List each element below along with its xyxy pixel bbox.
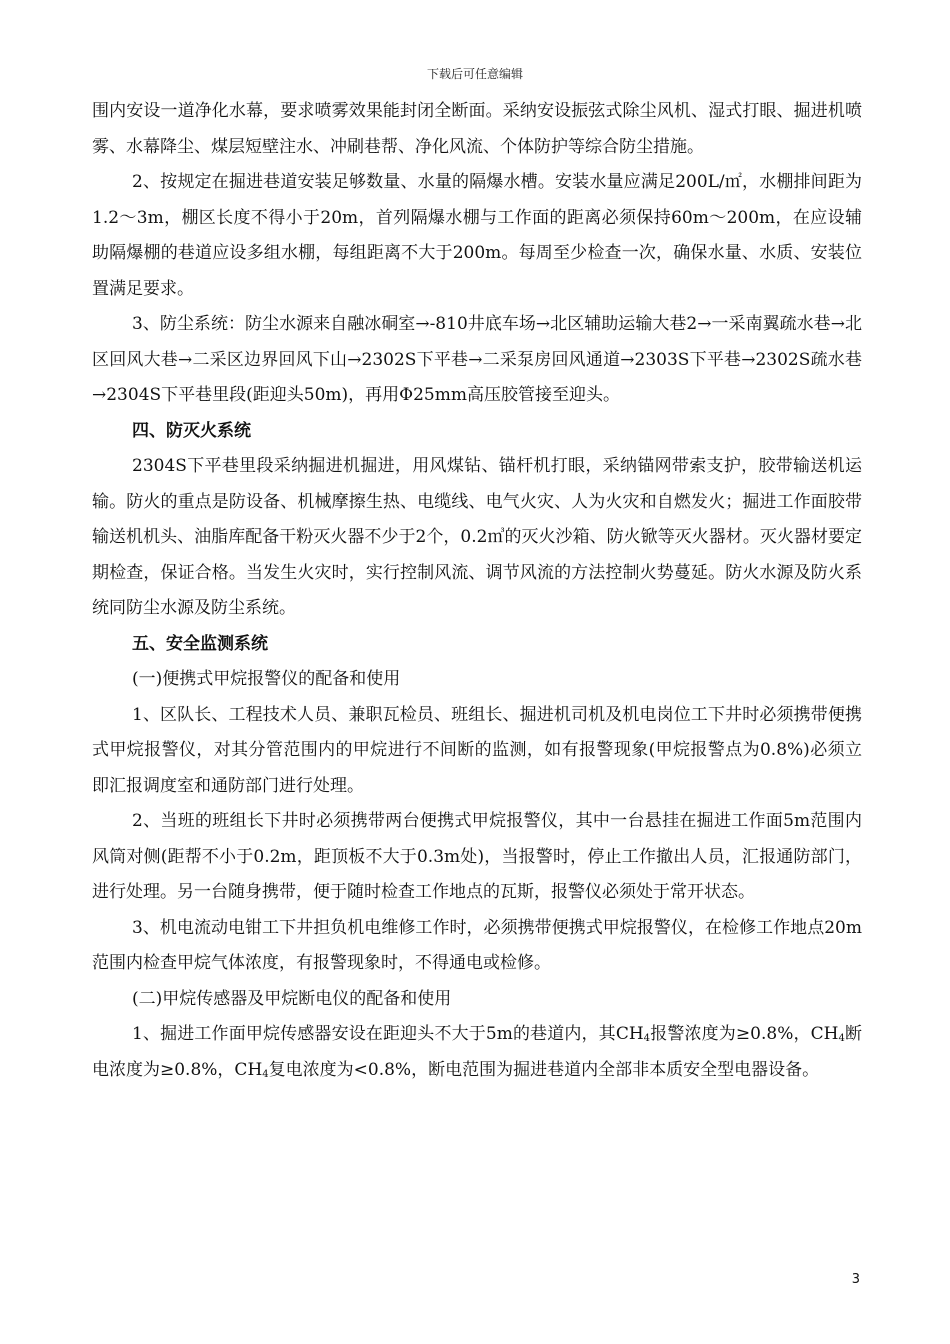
- document-body: [92, 94, 862, 1088]
- text-run: 报警浓度为≥0.8%，CH: [650, 1024, 839, 1044]
- page-header: 下载后可任意编辑: [426, 67, 523, 81]
- text-run: 复电浓度为<0.8%，断电范围为掘进巷道内全部非本质安全型电器设备。: [268, 1059, 820, 1080]
- text-run: 1、掘进工作面甲烷传感器安设在距迎头不大于5m的巷道内，其CH: [132, 1024, 644, 1044]
- section-heading: 四、防灭火系统: [132, 420, 251, 441]
- section-heading: 五、安全监测系统: [132, 633, 268, 654]
- paragraph: 2、当班的班组长下井时必须携带两台便携式甲烷报警仪，其中一台悬挂在掘进工作面5m范围内风筒对侧(距帮不小于0.2m，距顶板不大于0.3m处)，当报警时，停止工作撤出人员，汇报通防部门，进行处理。另一台随身携带，便于随时检查工作地点的瓦斯，报警仪必须处于常开状态。: [92, 811, 862, 902]
- subscript: 4: [643, 1033, 651, 1044]
- paragraph: 3、机电流动电钳工下井担负机电维修工作时，必须携带便携式甲烷报警仪，在检修工作地点20m范围内检查甲烷气体浓度，有报警现象时，不得通电或检修。: [92, 917, 862, 973]
- paragraph: [92, 1017, 862, 1088]
- paragraph: 1、区队长、工程技术人员、兼职瓦检员、班组长、掘进机司机及机电岗位工下井时必须携带便携式甲烷报警仪，对其分管范围内的甲烷进行不间断的监测，如有报警现象(甲烷报警点为0.8%)必须立即汇报调度室和通防部门进行处理。: [92, 704, 862, 796]
- page-number: 3: [851, 1272, 860, 1287]
- paragraph: 围内安设一道净化水幕，要求喷雾效果能封闭全断面。采纳安设振弦式除尘风机、湿式打眼、掘进机喷雾、水幕降尘、煤层短壁注水、冲刷巷帮、净化风流、个体防护等综合防尘措施。: [92, 101, 862, 157]
- subsection-heading: (一)便携式甲烷报警仪的配备和使用: [132, 669, 401, 689]
- subsection-heading: (二)甲烷传感器及甲烷断电仪的配备和使用: [132, 988, 452, 1009]
- paragraph: 2304S下平巷里段采纳掘进机掘进，用风煤钻、锚杆机打眼，采纳锚网带索支护，胶带输送机运输。防火的重点是防设备、机械摩擦生热、电缆线、电气火灾、人为火灾和自燃发火；掘进工作面胶带输送机机头、油脂库配备干粉灭火器不少于2个，0.2㎥的灭火沙箱、防火锨等灭火器材。灭火器材要定期检查，保证合格。当发生火灾时，实行控制风流、调节风流的方法控制火势蔓延。防火水源及防火系统同防尘水源及防尘系统。: [92, 456, 862, 618]
- text-run: 断电浓度为≥0.8%，CH: [92, 1024, 863, 1080]
- paragraph: 3、防尘系统：防尘水源来自融冰硐室→-810井底车场→北区辅助运输大巷2→一采南翼疏水巷→北区回风大巷→二采区边界回风下山→2302S下平巷→二采泵房回风通道→2303S下平巷→2302S疏水巷→2304S下平巷里段(距迎头50m)，再用Φ25mm高压胶管接至迎头。: [92, 314, 862, 405]
- paragraph: 2、按规定在掘进巷道安装足够数量、水量的隔爆水槽。安装水量应满足200L/㎡，水棚排间距为1.2～3m，棚区长度不得小于20m，首列隔爆水棚与工作面的距离必须保持60m～200m，在应设辅助隔爆棚的巷道应设多组水棚，每组距离不大于200m。每周至少检查一次，确保水量、水质、安装位置满足要求。: [92, 172, 862, 299]
- subscript: 4: [838, 1033, 845, 1044]
- subscript: 4: [262, 1068, 269, 1080]
